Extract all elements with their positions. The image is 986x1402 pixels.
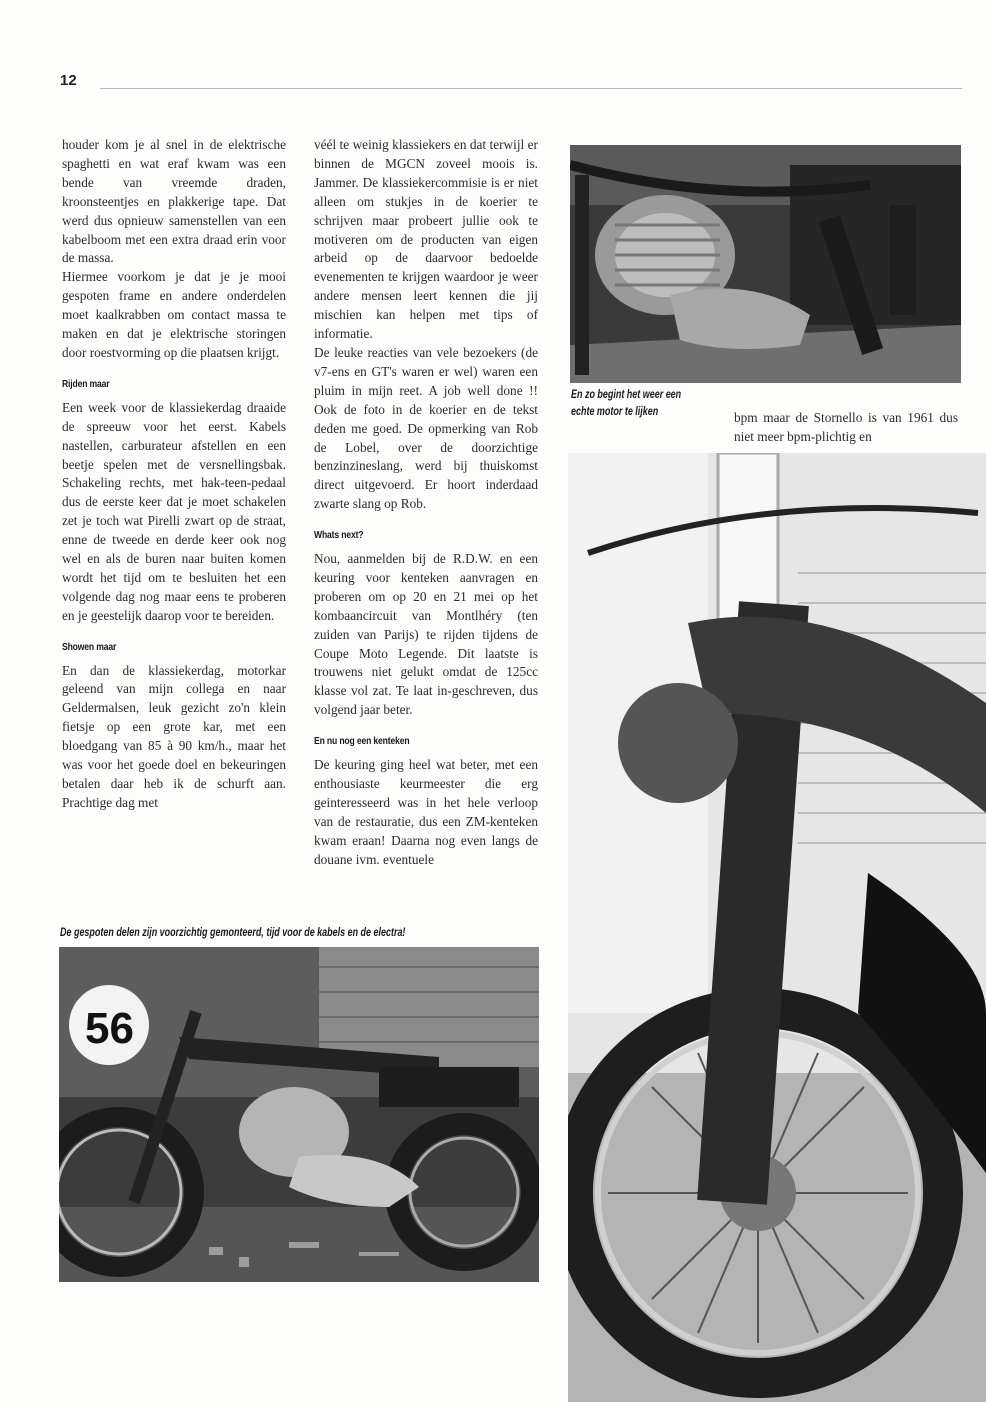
paragraph: Nou, aanmelden bij de R.D.W. en een keuring voor kenteken aanvragen en proberen om op 20 en 21 mei op het kombaancircuit van Montlhéry (ten zuiden van Parijs) te rijden tijdens de Coupe Moto Legende. Dit laatste is trouwens niet gelukt omdat de 125cc klasse vol zat. Te laat in-geschreven, dus volgend jaar beter. <box>314 551 538 718</box>
header-rule <box>100 88 962 89</box>
section-heading: Showen maar <box>62 640 117 653</box>
motorcycle-photo <box>568 453 986 1402</box>
paragraph: Een week voor de klassiekerdag draaide de spreeuw voor het eerst. Kabels nastellen, carburateur afstellen en een beetje spelen met de versnellingsbak. Schakeling rechts, met hak-teen-pedaal dus de eerste keer dat je moet schakelen zet je toch wat Pirelli zwart op de straat, enne de tweede en derde keer ook nog wel en als de buren naar buiten komen wordt het tijd om te besluiten het een volgende dag nog maar eens te proberen en je geestelijk daarop voor te bereiden. <box>62 399 286 623</box>
article-column-2 <box>314 136 538 870</box>
engine-photo <box>570 145 961 383</box>
paragraph: En dan de klassiekerdag, motorkar geleend van mijn collega en naar Geldermalsen, leuk gezicht zo'n klein fietsje op een grote kar, met een bloedgang van 85 à 90 km/h., maar het was voor het goede doel en bekeuringen betalen daar heb ik de schurft aan. Prachtige dag met <box>62 662 286 810</box>
page-number: 12 <box>60 72 77 89</box>
paragraph: Hiermee voorkom je dat je je mooi gespoten frame en andere onderdelen moet kaalkrabben om contact massa te maken en dat je elektrische storingen door roestvorming op die plaatsen krijgt. <box>62 269 286 360</box>
paragraph: De leuke reacties van vele bezoekers (de v7-ens en GT's waren er wel) waren een pluim in mijn reet. A job well done !! Ook de foto in de koerier en de tekst deden me goed. De opmerking van Rob de Lobel, over de doorzichtige benzinzineslang, werd bij thuiskomst direct uitgevoerd. Er hoort inderdaad zwarte slang op Rob. <box>314 344 538 512</box>
article-column-1 <box>62 136 286 813</box>
frame-assembly-photo <box>59 947 539 1282</box>
photo-caption: En zo begint het weer een echte motor te lijken <box>571 389 682 418</box>
race-number-badge: 56 <box>85 1004 134 1053</box>
section-heading: En nu nog een kenteken <box>314 735 410 748</box>
section-heading: Rijden maar <box>62 377 110 390</box>
section-heading: Whats next? <box>314 529 364 542</box>
paragraph: houder kom je al snel in de elektrische spaghetti en wat eraf kwam was een bende van vreemde draden, kroonsteentjes en plakkerige tape. Dat werd dus opnieuw samenstellen van een kabelboom met een extra draad erin voor de massa. <box>62 137 286 266</box>
photo-caption: De gespoten delen zijn voorzichtig gemonteerd, tijd voor de kabels en de electra! <box>60 927 406 939</box>
paragraph: bpm maar de Stornello is van 1961 dus niet meer bpm-plichtig en <box>734 410 958 444</box>
paragraph: De keuring ging heel wat beter, met een enthousiaste keurmeester die erg geinteresseerd was in het hele verloop van de restauratie, dus een ZM-kenteken kwam eraan! Daarna nog even langs de douane ivm. eventuele <box>314 757 538 867</box>
article-column-3 <box>734 409 958 447</box>
paragraph: véél te weinig klassiekers en dat terwijl er binnen de MGCN zoveel moois is. Jammer. De klassiekercommisie is er niet alleen om stukjes in de koerier te schrijven maar probeert jullie ook te motiveren om de producten van eigen arbeid op de daarvoor bedoelde evenementen te krijgen waardoor je weer andere mensen leert kennen die jij mischien kan helpen met tips of informatie. <box>314 137 538 342</box>
